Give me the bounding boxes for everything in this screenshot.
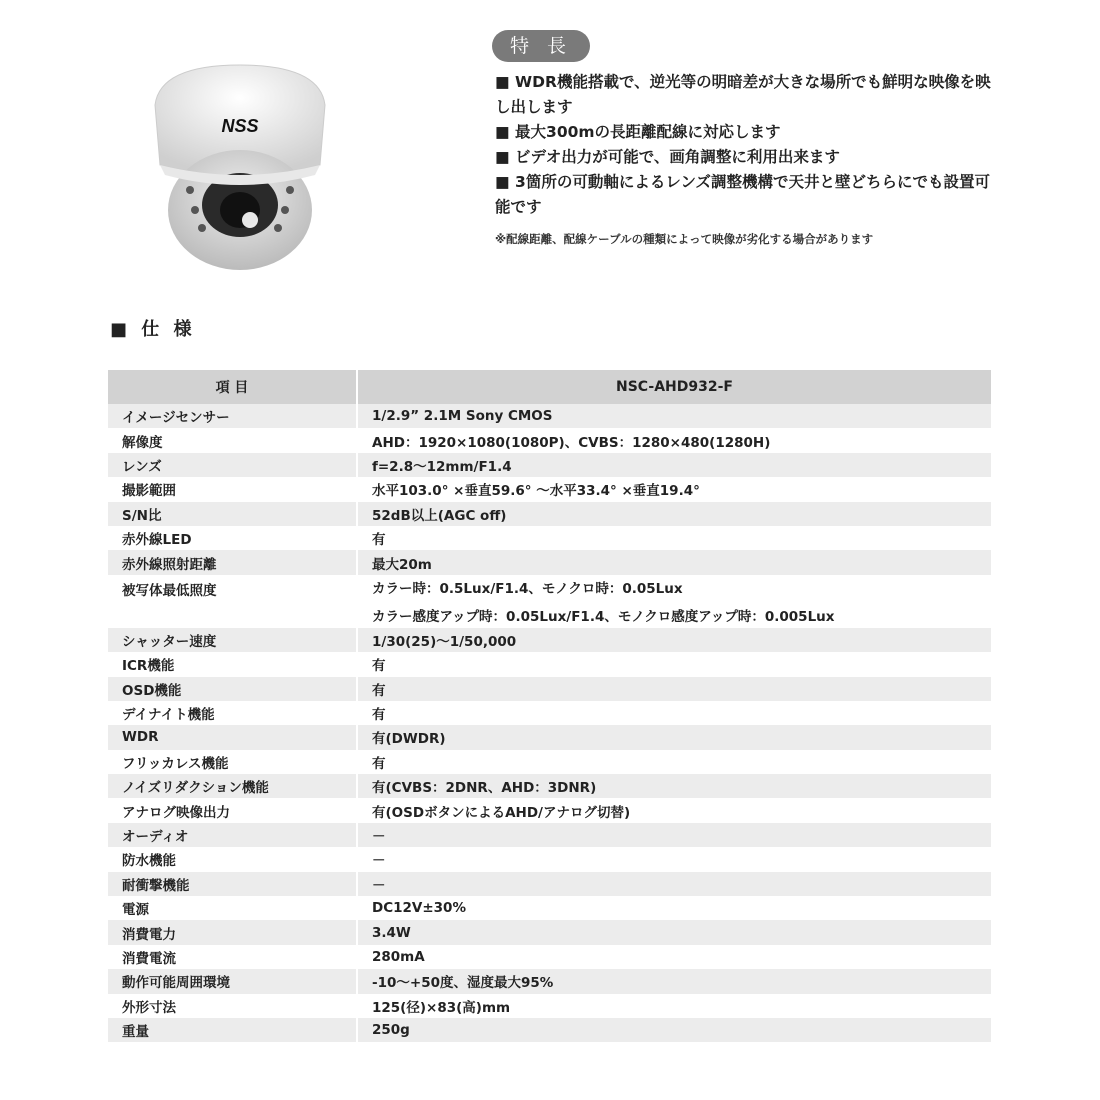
spec-value bbox=[357, 725, 992, 749]
spec-value-line: － bbox=[372, 829, 386, 846]
spec-value bbox=[357, 872, 992, 896]
spec-label: 被写体最低照度 bbox=[108, 575, 357, 628]
spec-value-line: 有 bbox=[372, 755, 386, 772]
table-row bbox=[108, 798, 992, 822]
spec-value-line: 有(CVBS：2DNR、AHD：3DNR) bbox=[372, 780, 597, 797]
spec-value-line: 有 bbox=[372, 682, 386, 699]
spec-value bbox=[357, 823, 992, 847]
spec-label: ノイズリダクション機能 bbox=[108, 774, 357, 798]
table-row bbox=[108, 575, 992, 628]
table-row bbox=[108, 945, 992, 969]
spec-value bbox=[357, 945, 992, 969]
feature-item: ■ WDR機能搭載で、逆光等の明暗差が大きな場所でも鮮明な映像を映し出します bbox=[495, 73, 991, 116]
spec-value bbox=[357, 628, 992, 652]
feature-item: ■ 最大300mの長距離配線に対応します bbox=[495, 123, 781, 141]
spec-value-line: 最大20m bbox=[372, 556, 432, 573]
spec-label: シャッター速度 bbox=[108, 628, 357, 652]
spec-label: 撮影範囲 bbox=[108, 477, 357, 501]
features-list bbox=[495, 70, 995, 220]
spec-value bbox=[357, 847, 992, 871]
spec-label: アナログ映像出力 bbox=[108, 798, 357, 822]
table-row bbox=[108, 872, 992, 896]
spec-value-line: 水平103.0° ×垂直59.6° ～水平33.4° ×垂直19.4° bbox=[372, 483, 700, 500]
table-row bbox=[108, 404, 992, 428]
spec-value-line: 有 bbox=[372, 707, 386, 724]
table-row bbox=[108, 526, 992, 550]
table-row bbox=[108, 969, 992, 993]
spec-label: 動作可能周囲環境 bbox=[108, 969, 357, 993]
spec-value-line: カラー感度アップ時：0.05Lux/F1.4、モノクロ感度アップ時：0.005Lux bbox=[372, 609, 835, 626]
table-row bbox=[108, 920, 992, 944]
spec-label: レンズ bbox=[108, 453, 357, 477]
spec-value bbox=[357, 526, 992, 550]
spec-value-line: 125(径)×83(高)mm bbox=[372, 999, 511, 1016]
spec-value-line: カラー時：0.5Lux/F1.4、モノクロ時：0.05Lux bbox=[372, 581, 683, 598]
spec-value bbox=[357, 502, 992, 526]
table-row bbox=[108, 453, 992, 477]
spec-value bbox=[357, 896, 992, 920]
spec-value-line: f=2.8～12mm/F1.4 bbox=[372, 458, 512, 475]
feature-item: ■ 3箇所の可動軸によるレンズ調整機構で天井と壁どちらにでも設置可能です bbox=[495, 173, 990, 216]
spec-value-line: 250g bbox=[372, 1022, 410, 1039]
spec-label: 耐衝撃機能 bbox=[108, 872, 357, 896]
table-row bbox=[108, 701, 992, 725]
spec-value-line: 有 bbox=[372, 532, 386, 549]
table-row bbox=[108, 428, 992, 452]
dome-camera-image bbox=[140, 60, 340, 280]
spec-value bbox=[357, 969, 992, 993]
header-item: 項 目 bbox=[108, 370, 357, 404]
spec-value bbox=[357, 774, 992, 798]
table-row bbox=[108, 550, 992, 574]
table-header-row bbox=[108, 370, 992, 404]
spec-label: 解像度 bbox=[108, 428, 357, 452]
spec-label: 赤外線LED bbox=[108, 526, 357, 550]
spec-label: ICR機能 bbox=[108, 652, 357, 676]
features-note: ※配線距離、配線ケーブルの種類によって映像が劣化する場合があります bbox=[495, 232, 874, 246]
features-badge: 特 長 bbox=[492, 30, 590, 62]
table-row bbox=[108, 652, 992, 676]
spec-value bbox=[357, 652, 992, 676]
spec-value-line: 1/30(25)～1/50,000 bbox=[372, 633, 517, 650]
spec-value-line: 1/2.9” 2.1M Sony CMOS bbox=[372, 408, 553, 425]
table-row bbox=[108, 847, 992, 871]
header-model: NSC-AHD932-F bbox=[357, 370, 992, 404]
spec-value-line: DC12V±30% bbox=[372, 900, 466, 917]
spec-value bbox=[357, 428, 992, 452]
spec-label: 消費電力 bbox=[108, 920, 357, 944]
spec-label: イメージセンサー bbox=[108, 404, 357, 428]
spec-value bbox=[357, 920, 992, 944]
spec-value bbox=[357, 477, 992, 501]
spec-label: WDR bbox=[108, 725, 357, 749]
table-row bbox=[108, 477, 992, 501]
table-row bbox=[108, 823, 992, 847]
feature-item: ■ ビデオ出力が可能で、画角調整に利用出来ます bbox=[495, 148, 840, 166]
spec-value bbox=[357, 550, 992, 574]
table-row bbox=[108, 677, 992, 701]
table-row bbox=[108, 994, 992, 1018]
table-row bbox=[108, 1018, 992, 1042]
spec-value bbox=[357, 798, 992, 822]
spec-table bbox=[108, 370, 993, 1042]
spec-value bbox=[357, 404, 992, 428]
table-row bbox=[108, 628, 992, 652]
spec-label: デイナイト機能 bbox=[108, 701, 357, 725]
spec-value-line: 3.4W bbox=[372, 924, 411, 941]
spec-value-line: AHD：1920×1080(1080P)、CVBS：1280×480(1280H) bbox=[372, 434, 771, 451]
spec-value bbox=[357, 453, 992, 477]
table-row bbox=[108, 896, 992, 920]
spec-value-line: － bbox=[372, 853, 386, 870]
spec-value-line: － bbox=[372, 877, 386, 894]
spec-label: 外形寸法 bbox=[108, 994, 357, 1018]
table-row bbox=[108, 502, 992, 526]
spec-value bbox=[357, 701, 992, 725]
spec-label: オーディオ bbox=[108, 823, 357, 847]
spec-label: 電源 bbox=[108, 896, 357, 920]
spec-value bbox=[357, 994, 992, 1018]
spec-value bbox=[357, 750, 992, 774]
table-row bbox=[108, 750, 992, 774]
spec-value bbox=[357, 1018, 992, 1042]
spec-label: 防水機能 bbox=[108, 847, 357, 871]
spec-value-line: 52dB以上(AGC off) bbox=[372, 507, 507, 524]
table-row bbox=[108, 725, 992, 749]
spec-value-line: -10～+50度、湿度最大95% bbox=[372, 975, 554, 992]
spec-value-line: 有 bbox=[372, 658, 386, 675]
spec-value-line: 有(DWDR) bbox=[372, 731, 446, 748]
spec-value-line: 280mA bbox=[372, 949, 425, 965]
spec-value bbox=[357, 575, 992, 628]
spec-value bbox=[357, 677, 992, 701]
spec-label: S/N比 bbox=[108, 502, 357, 526]
spec-label: 重量 bbox=[108, 1018, 357, 1042]
spec-label: 赤外線照射距離 bbox=[108, 550, 357, 574]
spec-label: OSD機能 bbox=[108, 677, 357, 701]
table-row bbox=[108, 774, 992, 798]
spec-title: ■ 仕 様 bbox=[110, 319, 196, 340]
spec-label: 消費電流 bbox=[108, 945, 357, 969]
spec-value-line: 有(OSDボタンによるAHD/アナログ切替) bbox=[372, 804, 631, 821]
spec-label: フリッカレス機能 bbox=[108, 750, 357, 774]
brand-logo: NSS bbox=[221, 116, 259, 136]
